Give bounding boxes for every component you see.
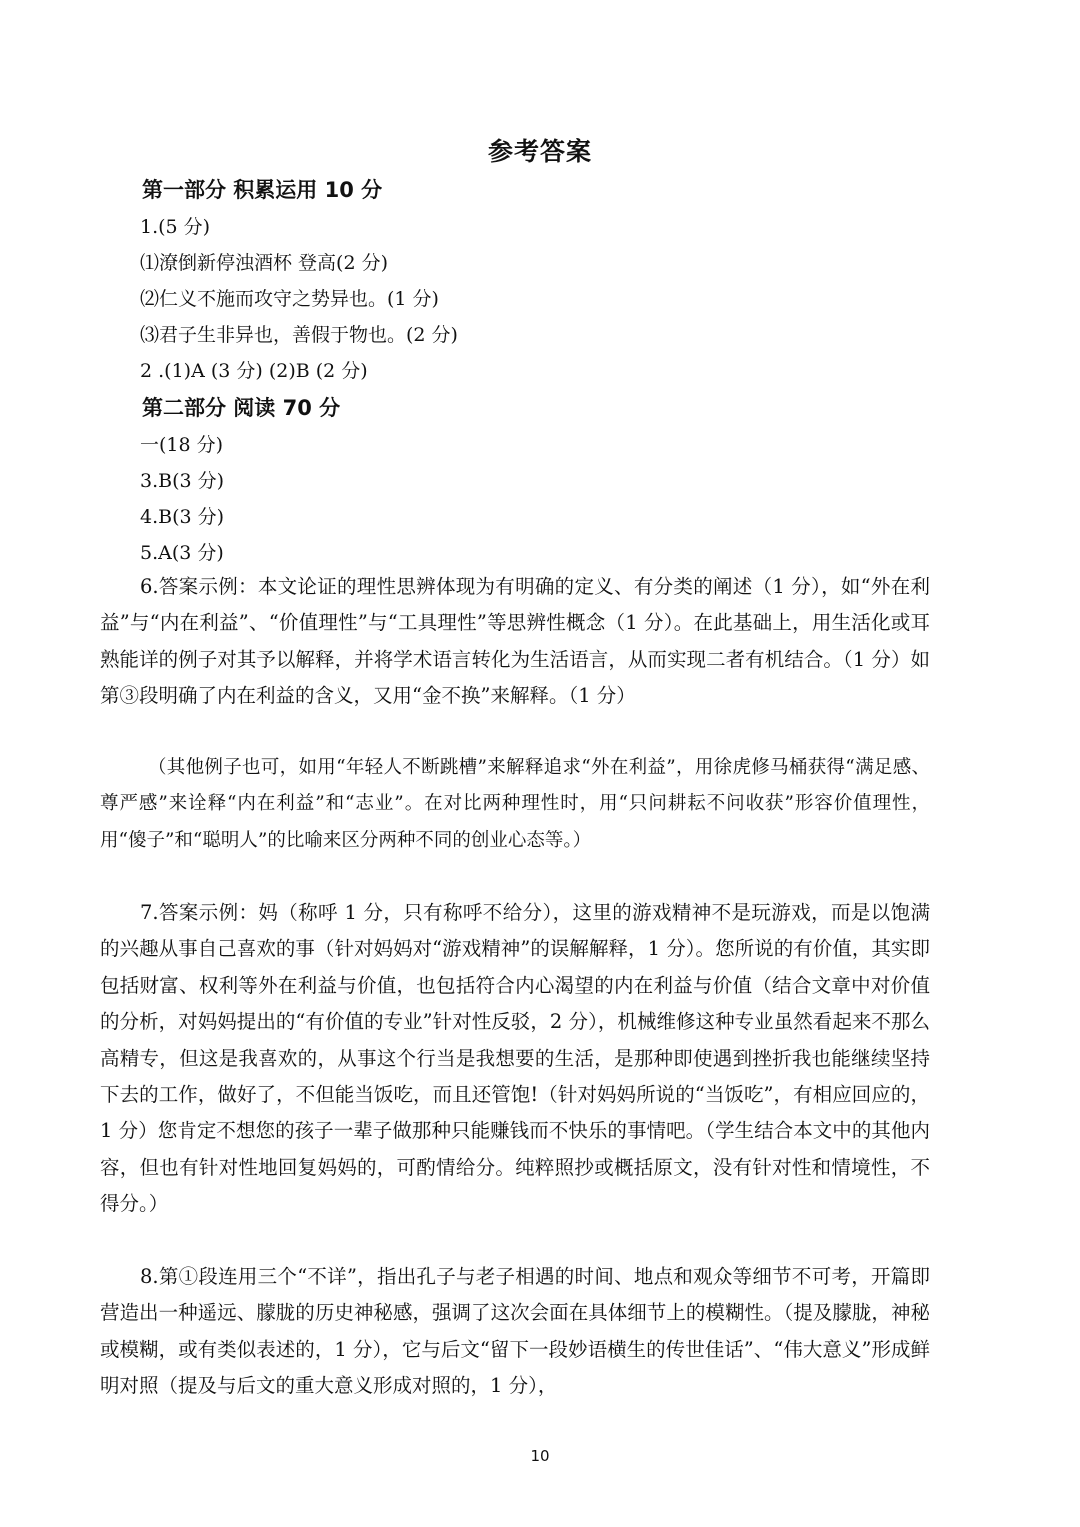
q1-1-line: ⑴潦倒新停浊酒杯 登高(2 分)	[140, 252, 388, 274]
page-number: 10	[530, 1447, 550, 1465]
section1-line: 一(18 分)	[140, 434, 224, 456]
q6-note: （其他例子也可，如用“年轻人不断跳槽”来解释追求“外在利益”，用徐虎修马桶获得“满足感、尊严感”来诠释“内在利益”和“志业”。在对比两种理性时，用“只问耕耘不问收获”形容价值理性，用“傻子”和“聪明人”的比喻来区分两种不同的创业心态等。）	[100, 757, 930, 851]
q1-line: 1.(5 分)	[140, 216, 211, 238]
part1-heading: 第一部分 积累运用 10 分	[142, 178, 383, 202]
page-title: 参考答案	[487, 137, 592, 166]
q6-answer: 6.答案示例：本文论证的理性思辨体现为有明确的定义、有分类的阐述（1 分），如“外在利益”与“内在利益”、“价值理性”与“工具理性”等思辨性概念（1 分）。在此基础上，用生活化或耳熟能详的例子对其予以解释，并将学术语言转化为生活语言，从而实现二者有机结合。（1 分）如第③段明确了内在利益的含义，又用“金不换”来解释。（1 分）	[100, 575, 930, 708]
q7-answer: 7.答案示例：妈（称呼 1 分，只有称呼不给分），这里的游戏精神不是玩游戏，而是以饱满的兴趣从事自己喜欢的事（针对妈妈对“游戏精神”的误解解释，1 分）。您所说的有价值，其实即包括财富、权利等外在利益与价值，也包括符合内心渴望的内在利益与价值（结合文章中对价值的分析，对妈妈提出的“有价值的专业”针对性反驳，2 分），机械维修这种专业虽然看起来不那么高精专，但这是我喜欢的，从事这个行当是我想要的生活，是那种即使遇到挫折我也能继续坚持下去的工作，做好了，不但能当饭吃，而且还管饱!（针对妈妈所说的“当饭吃”，有相应回应的，1 分）您肯定不想您的孩子一辈子做那种只能赚钱而不快乐的事情吧。（学生结合本文中的其他内容，但也有针对性地回复妈妈的，可酌情给分。纯粹照抄或概括原文，没有针对性和情境性，不得分。）	[100, 901, 930, 1216]
q3-line: 3.B(3 分)	[140, 470, 225, 492]
q1-2-line: ⑵仁义不施而攻守之势异也。(1 分)	[140, 288, 439, 310]
q2-line: 2 .(1)A (3 分) (2)B (2 分)	[140, 360, 368, 382]
part2-heading: 第二部分 阅读 70 分	[142, 396, 341, 420]
q8-answer: 8.第①段连用三个“不详”，指出孔子与老子相遇的时间、地点和观众等细节不可考，开篇即营造出一种遥远、朦胧的历史神秘感，强调了这次会面在具体细节上的模糊性。（提及朦胧，神秘或模糊，或有类似表述的，1 分），它与后文“留下一段妙语横生的传世佳话”、“伟大意义”形成鲜明对照（提及与后文的重大意义形成对照的，1 分），	[100, 1265, 930, 1398]
q4-line: 4.B(3 分)	[140, 506, 225, 528]
q5-line: 5.A(3 分)	[140, 542, 224, 564]
q1-3-line: ⑶君子生非异也，善假于物也。(2 分)	[140, 324, 458, 346]
